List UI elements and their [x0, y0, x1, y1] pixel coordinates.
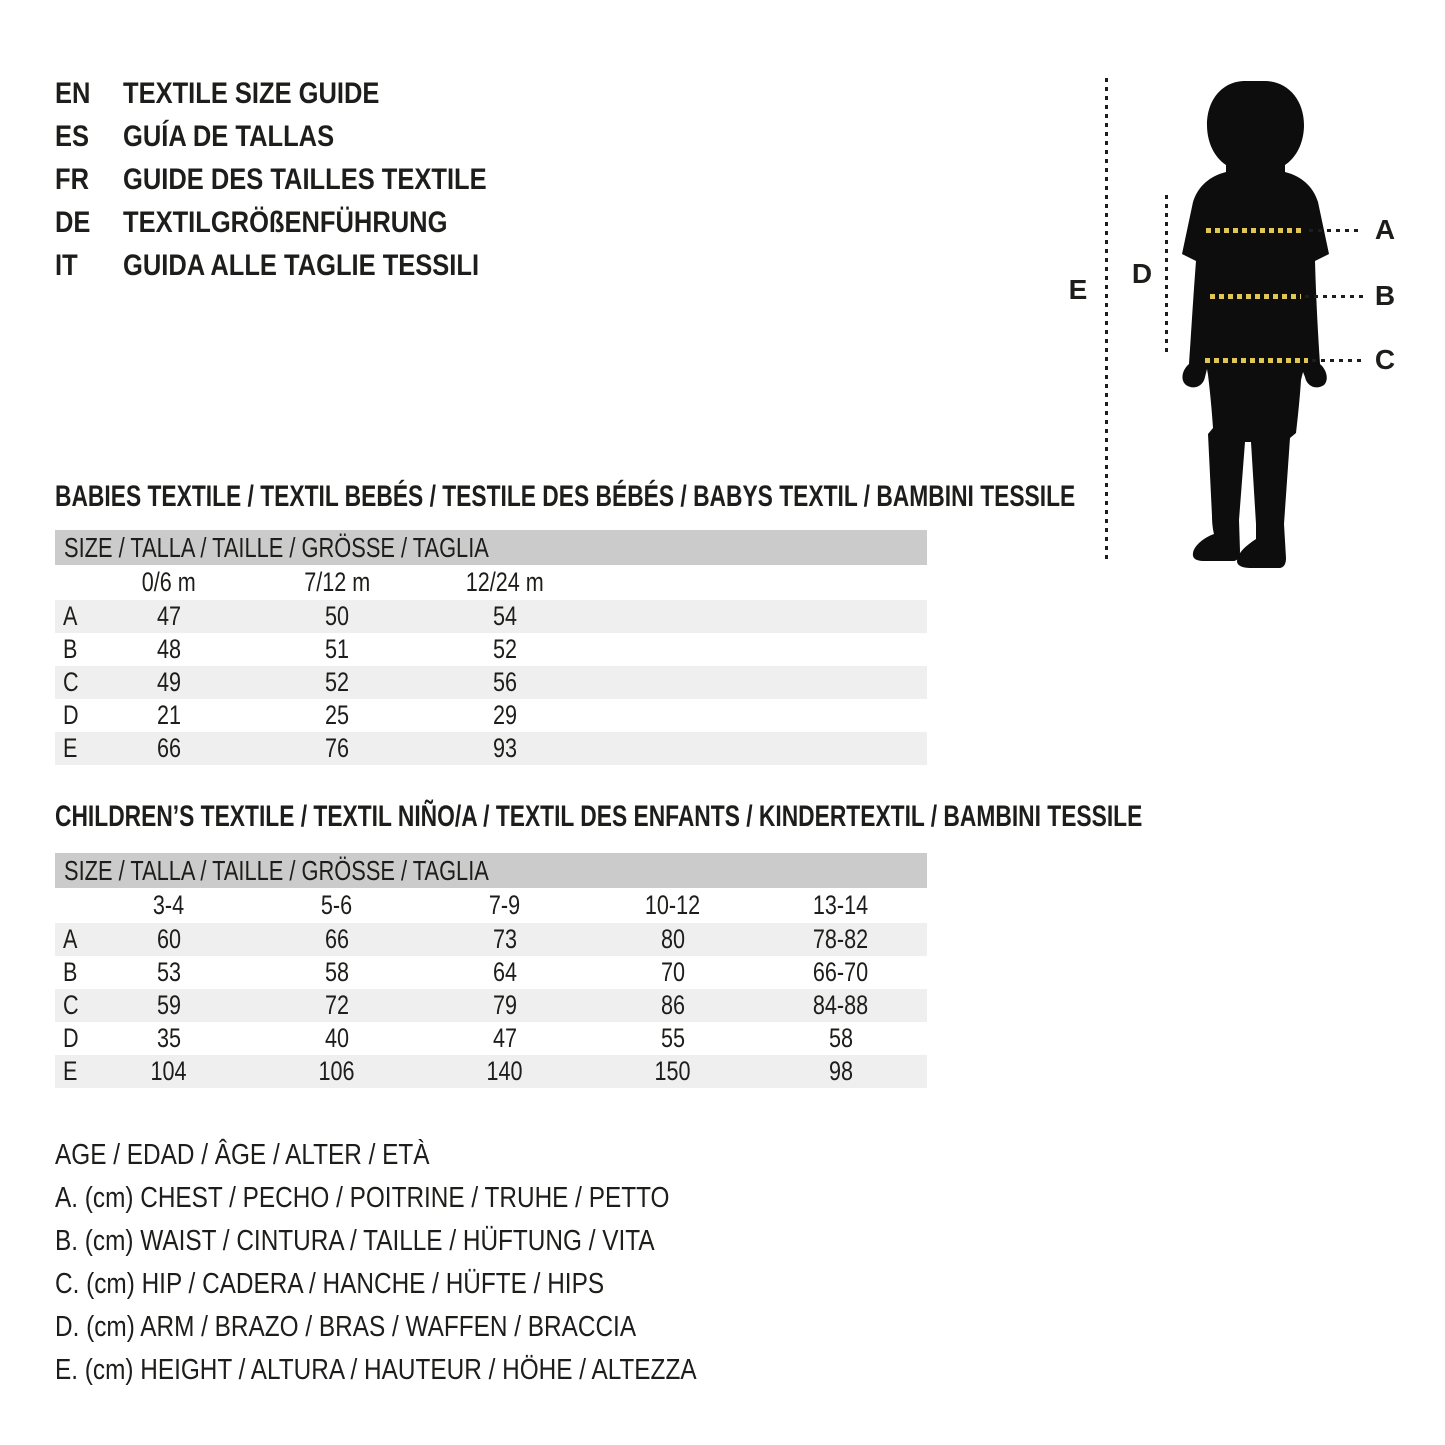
guide-title-fr: GUIDE DES TAILLES TEXTILE	[123, 163, 487, 196]
cell-value: 58	[324, 957, 350, 987]
cell-value: 93	[492, 733, 518, 763]
chest-dotted-leader	[1309, 229, 1363, 232]
cell-value: 29	[492, 700, 518, 730]
row-label: A	[63, 924, 78, 954]
legend-chest: A. (cm) CHEST / PECHO / POITRINE / TRUHE / PETTO	[55, 1182, 670, 1214]
cell-value: 52	[324, 667, 350, 697]
legend-hip: C. (cm) HIP / CADERA / HANCHE / HÜFTE / HIPS	[55, 1268, 605, 1300]
cell-value: 150	[654, 1056, 692, 1086]
cell-value: 98	[828, 1056, 854, 1086]
cell-value: 76	[324, 733, 350, 763]
column-header: 13-14	[813, 890, 869, 920]
row-label: D	[63, 1023, 79, 1053]
measure-label-b: B	[1374, 280, 1396, 311]
column-header-row	[55, 888, 927, 923]
cell-value: 40	[324, 1023, 350, 1053]
language-row-en	[55, 72, 551, 115]
row-label: E	[63, 1056, 78, 1086]
language-title-list	[55, 72, 551, 287]
guide-title-es: GUÍA DE TALLAS	[123, 120, 335, 153]
size-header-bar: SIZE / TALLA / TAILLE / GRÖSSE / TAGLIA	[55, 530, 927, 565]
table-row-c	[55, 666, 927, 699]
language-code: DE	[55, 206, 91, 239]
cell-value: 50	[324, 601, 350, 631]
cell-value: 106	[318, 1056, 356, 1086]
language-row-es	[55, 115, 551, 158]
measure-label-a: A	[1374, 214, 1396, 245]
column-header-row	[55, 565, 927, 600]
guide-title-en: TEXTILE SIZE GUIDE	[123, 77, 380, 110]
column-header: 12/24 m	[465, 567, 545, 597]
cell-value: 49	[156, 667, 182, 697]
cell-value: 66-70	[813, 957, 869, 987]
cell-value: 60	[156, 924, 182, 954]
column-header: 7/12 m	[303, 567, 371, 597]
size-header-bar: SIZE / TALLA / TAILLE / GRÖSSE / TAGLIA	[55, 853, 927, 888]
cell-value: 140	[486, 1056, 524, 1086]
guide-title-it: GUIDA ALLE TAGLIE TESSILI	[123, 249, 480, 282]
column-header: 5-6	[321, 890, 353, 920]
legend-height: E. (cm) HEIGHT / ALTURA / HAUTEUR / HÖHE / ALTEZZA	[55, 1354, 697, 1386]
language-code: FR	[55, 163, 89, 196]
cell-value: 64	[492, 957, 518, 987]
measure-label-c: C	[1374, 344, 1396, 375]
table-row-d	[55, 1022, 927, 1055]
table-row-b	[55, 956, 927, 989]
children-section-title: CHILDREN’S TEXTILE / TEXTIL NIÑO/A / TEXTIL DES ENFANTS / KINDERTEXTIL / BAMBINI TESSILE	[55, 800, 1143, 833]
cell-value: 66	[324, 924, 350, 954]
cell-value: 86	[660, 990, 686, 1020]
language-row-fr	[55, 158, 551, 201]
measure-label-e: E	[1068, 274, 1088, 305]
cell-value: 84-88	[813, 990, 869, 1020]
cell-value: 72	[324, 990, 350, 1020]
hip-dash-line	[1205, 358, 1308, 363]
cell-value: 47	[492, 1023, 518, 1053]
cell-value: 66	[156, 733, 182, 763]
cell-value: 47	[156, 601, 182, 631]
hip-dotted-leader	[1312, 359, 1363, 362]
guide-title-de: TEXTILGRÖßENFÜHRUNG	[123, 206, 448, 239]
row-label: E	[63, 733, 78, 763]
table-row-a	[55, 923, 927, 956]
cell-value: 70	[660, 957, 686, 987]
cell-value: 48	[156, 634, 182, 664]
babies-section-title: BABIES TEXTILE / TEXTIL BEBÉS / TESTILE DES BÉBÉS / BABYS TEXTIL / BAMBINI TESSILE	[55, 480, 1076, 513]
cell-value: 73	[492, 924, 518, 954]
babies-size-table	[55, 530, 927, 765]
row-label: D	[63, 700, 79, 730]
row-label: A	[63, 601, 78, 631]
cell-value: 35	[156, 1023, 182, 1053]
table-row-e	[55, 1055, 927, 1088]
cell-value: 53	[156, 957, 182, 987]
language-code: ES	[55, 120, 90, 153]
column-header: 7-9	[489, 890, 521, 920]
cell-value: 21	[156, 700, 182, 730]
language-code: IT	[55, 249, 78, 282]
cell-value: 104	[150, 1056, 188, 1086]
cell-value: 52	[492, 634, 518, 664]
language-row-it	[55, 244, 551, 287]
table-row-c	[55, 989, 927, 1022]
row-label: C	[63, 990, 79, 1020]
language-row-de	[55, 201, 551, 244]
cell-value: 79	[492, 990, 518, 1020]
column-header: 10-12	[645, 890, 701, 920]
table-row-e	[55, 732, 927, 765]
waist-dotted-leader	[1305, 295, 1363, 298]
waist-dash-line	[1210, 294, 1301, 299]
measurement-legend	[55, 1134, 819, 1392]
column-header: 0/6 m	[141, 567, 197, 597]
table-row-b	[55, 633, 927, 666]
column-header: 3-4	[153, 890, 185, 920]
row-label: B	[63, 957, 78, 987]
children-size-table	[55, 853, 927, 1088]
row-label: B	[63, 634, 78, 664]
row-label: C	[63, 667, 79, 697]
arm-measure-dotted-line	[1165, 195, 1168, 353]
cell-value: 54	[492, 601, 518, 631]
legend-age: AGE / EDAD / ÂGE / ALTER / ETÀ	[55, 1139, 430, 1171]
legend-waist: B. (cm) WAIST / CINTURA / TAILLE / HÜFTUNG / VITA	[55, 1225, 655, 1257]
measure-label-d: D	[1131, 258, 1153, 289]
table-row-a	[55, 600, 927, 633]
table-row-d	[55, 699, 927, 732]
language-code: EN	[55, 77, 91, 110]
chest-dash-line	[1206, 228, 1305, 233]
cell-value: 58	[828, 1023, 854, 1053]
legend-arm: D. (cm) ARM / BRAZO / BRAS / WAFFEN / BRACCIA	[55, 1311, 637, 1343]
cell-value: 78-82	[813, 924, 869, 954]
cell-value: 25	[324, 700, 350, 730]
cell-value: 56	[492, 667, 518, 697]
cell-value: 59	[156, 990, 182, 1020]
cell-value: 55	[660, 1023, 686, 1053]
cell-value: 51	[324, 634, 350, 664]
cell-value: 80	[660, 924, 686, 954]
